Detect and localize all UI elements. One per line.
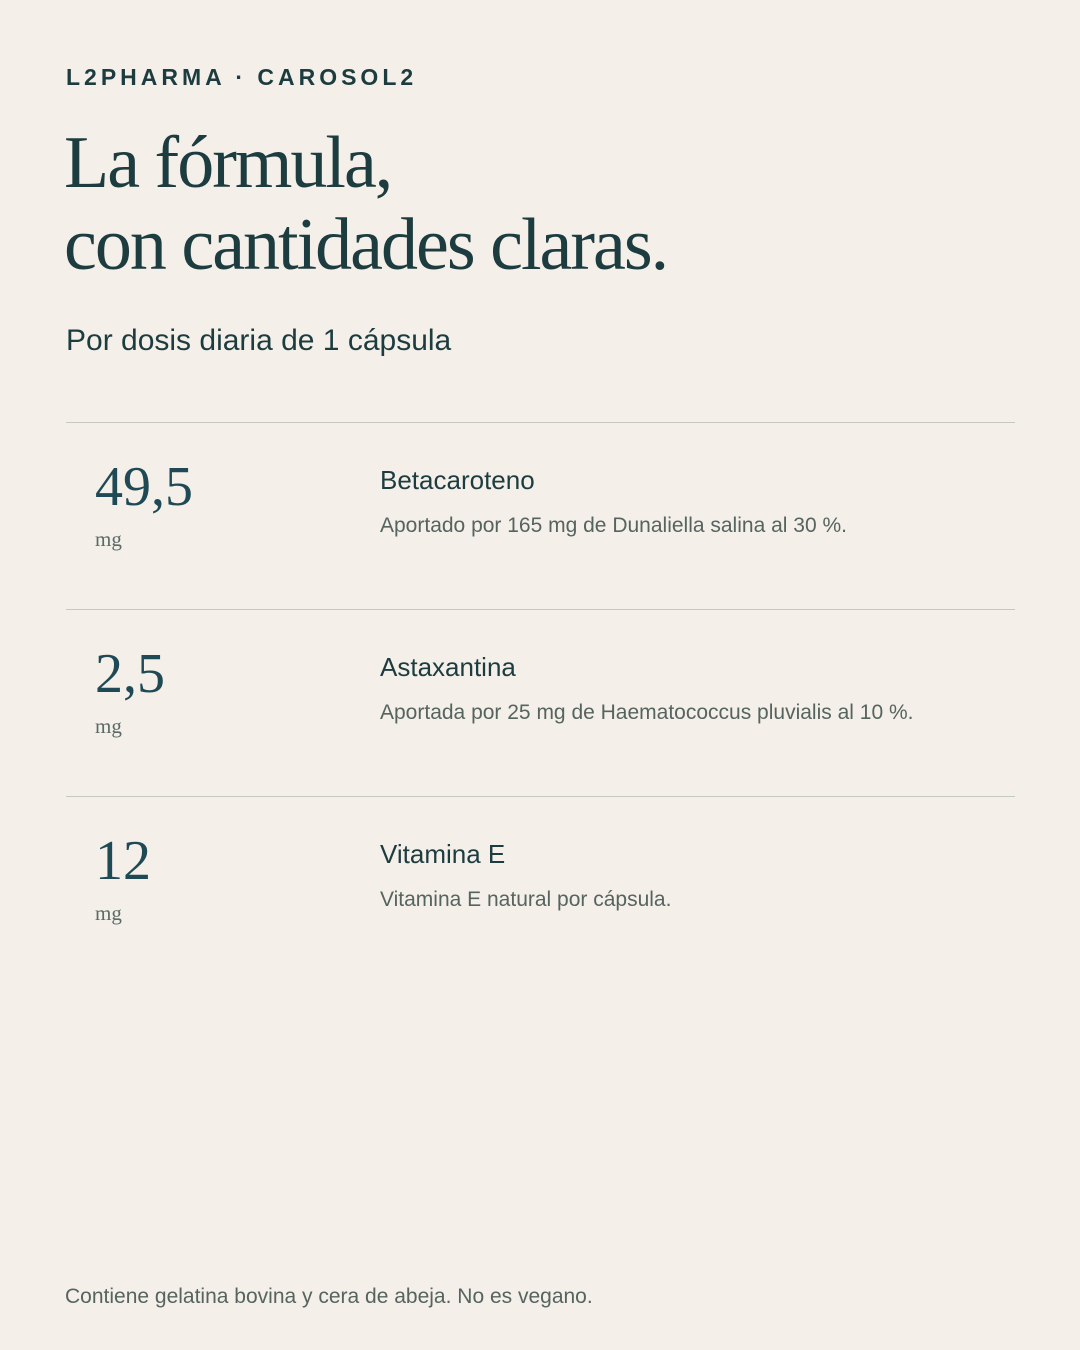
ingredient-name: Vitamina E: [380, 839, 506, 869]
ingredient-row-astaxantina: [66, 609, 1015, 796]
ingredient-row-vitamina-e: [66, 796, 1015, 983]
ingredient-unit: mg: [95, 527, 122, 551]
ingredient-list: [66, 422, 1015, 983]
allergen-note: Contiene gelatina bovina y cera de abeja. No es vegano.: [65, 1285, 593, 1308]
ingredient-description: Aportada por 25 mg de Haematococcus pluvialis al 10 %.: [380, 701, 914, 724]
ingredient-row-betacaroteno: [66, 422, 1015, 609]
ingredient-amount: 2,5: [95, 643, 165, 705]
ingredient-amount: 49,5: [95, 456, 193, 518]
page-title: [64, 122, 667, 286]
ingredient-name: Astaxantina: [380, 652, 516, 682]
title-line-2: con cantidades claras.: [64, 204, 668, 286]
ingredient-unit: mg: [95, 714, 122, 738]
ingredient-amount: 12: [95, 830, 151, 892]
ingredient-description: Vitamina E natural por cápsula.: [380, 888, 672, 911]
ingredient-name: Betacaroteno: [380, 465, 535, 495]
ingredient-unit: mg: [95, 901, 122, 925]
dose-subtitle: Por dosis diaria de 1 cápsula: [66, 324, 452, 357]
ingredient-description: Aportado por 165 mg de Dunaliella salina al 30 %.: [380, 514, 847, 537]
title-line-1: La fórmula,: [64, 122, 392, 204]
brand-label: L2PHARMA · CAROSOL2: [66, 64, 418, 90]
